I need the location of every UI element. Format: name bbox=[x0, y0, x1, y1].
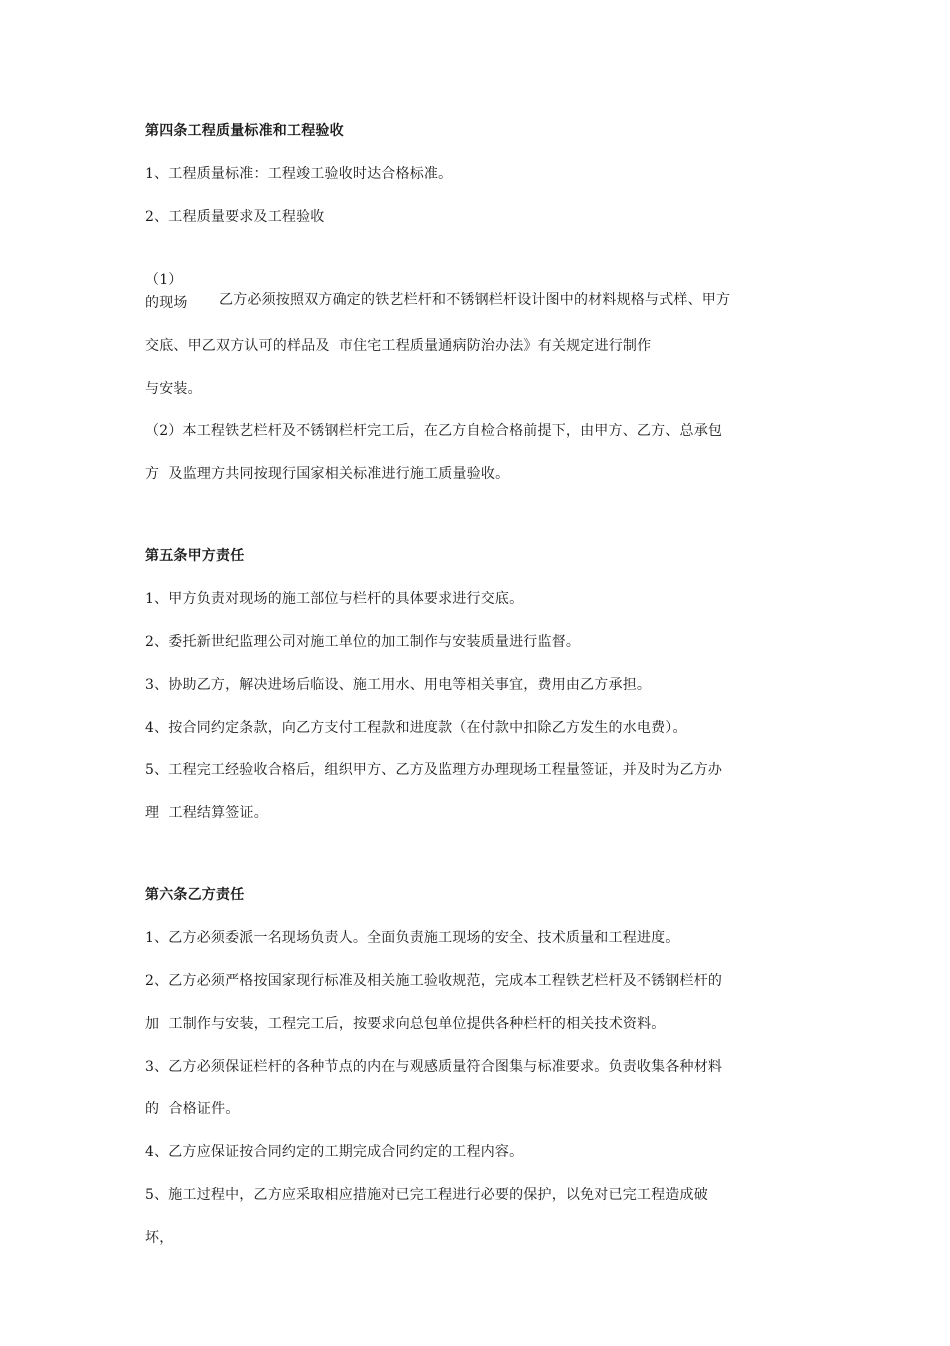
section-6-item-5-a: 5、施工过程中，乙方应采取相应措施对已完工程进行必要的保护，以免对已完工程造成破 bbox=[145, 1187, 708, 1203]
section-5-item-2: 2、委托新世纪监理公司对施工单位的加工制作与安装质量进行监督。 bbox=[145, 634, 581, 650]
section-4-heading: 第四条工程质量标准和工程验收 bbox=[145, 123, 344, 139]
section-5-item-1: 1、甲方负责对现场的施工部位与栏杆的具体要求进行交底。 bbox=[145, 591, 524, 607]
section-4-item-2: 2、工程质量要求及工程验收 bbox=[145, 209, 325, 225]
section-4-item-1: 1、工程质量标准：工程竣工验收时达合格标准。 bbox=[145, 166, 453, 182]
section-4-item-2-2-b: 方 及监理方共同按现行国家相关标准进行施工质量验收。 bbox=[145, 466, 510, 482]
section-6-item-3-a: 3、乙方必须保证栏杆的各种节点的内在与观感质量符合图集与标准要求。负责收集各种材料 bbox=[145, 1059, 723, 1075]
section-6-item-1: 1、乙方必须委派一名现场负责人。全面负责施工现场的安全、技术质量和工程进度。 bbox=[145, 930, 680, 946]
section-5-heading: 第五条甲方责任 bbox=[145, 548, 245, 564]
section-6-item-5-b: 坏， bbox=[145, 1230, 174, 1246]
section-5-item-3: 3、协助乙方，解决进场后临设、施工用水、用电等相关事宜，费用由乙方承担。 bbox=[145, 677, 652, 693]
section-5-item-5-a: 5、工程完工经验收合格后，组织甲方、乙方及监理方办理现场工程量签证，并及时为乙方办 bbox=[145, 762, 723, 778]
section-5-item-4: 4、按合同约定条款，向乙方支付工程款和进度款（在付款中扣除乙方发生的水电费）。 bbox=[145, 720, 687, 736]
section-6-item-2-a: 2、乙方必须严格按国家现行标准及相关施工验收规范，完成本工程铁艺栏杆及不锈钢栏杆的 bbox=[145, 973, 723, 989]
section-5-item-5-b: 理 工程结算签证。 bbox=[145, 805, 268, 821]
item-number: （1） bbox=[145, 272, 183, 288]
section-6-heading: 第六条乙方责任 bbox=[145, 887, 245, 903]
section-6-item-2-b: 加 工制作与安装，工程完工后，按要求向总包单位提供各种栏杆的相关技术资料。 bbox=[145, 1016, 666, 1032]
section-6-item-4: 4、乙方应保证按合同约定的工期完成合同约定的工程内容。 bbox=[145, 1144, 524, 1160]
section-4-item-2-2-a: （2）本工程铁艺栏杆及不锈钢栏杆完工后，在乙方自检合格前提下，由甲方、乙方、总承包 bbox=[145, 423, 723, 439]
section-4-item-2-1-cont-1: 的现场 bbox=[145, 295, 188, 311]
section-4-item-2-1-cont-2: 交底、甲乙双方认可的样品及 市住宅工程质量通病防治办法》有关规定进行制作 bbox=[145, 338, 652, 354]
section-6-item-3-b: 的 合格证件。 bbox=[145, 1101, 240, 1117]
item-text: 乙方必须按照双方确定的铁艺栏杆和不锈钢栏杆设计图中的材料规格与式样、甲方 bbox=[219, 292, 731, 308]
section-4-item-2-1-cont-3: 与安装。 bbox=[145, 381, 202, 397]
